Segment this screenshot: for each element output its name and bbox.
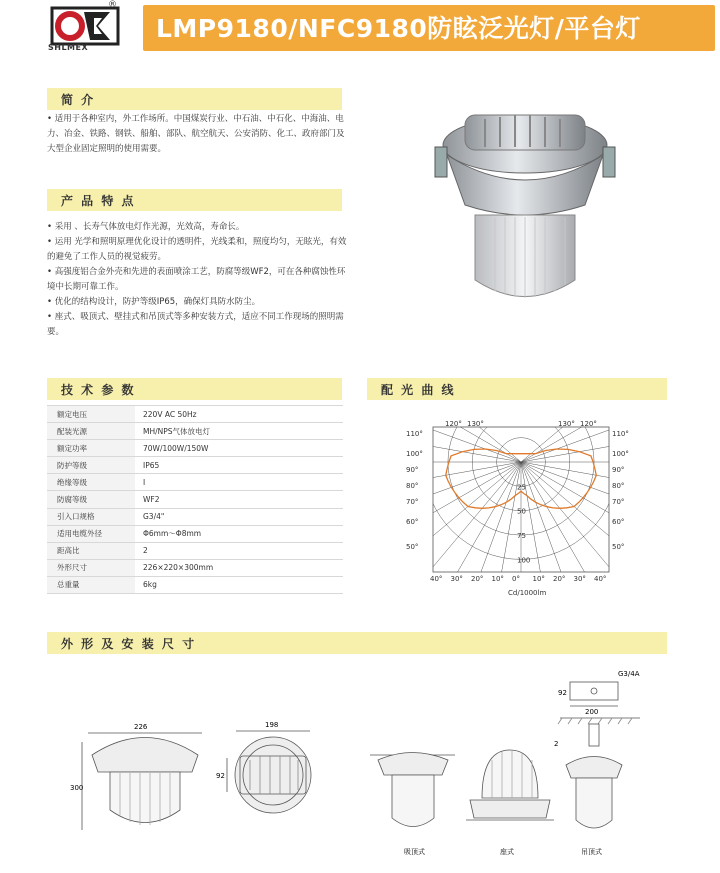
specs-heading: 技 术 参 数 — [61, 383, 136, 397]
dim-thread: G3/4A — [618, 670, 640, 678]
feature-item: • 高强度铝合金外壳和先进的表面喷涂工艺，防腐等级WF2，可在各种腐蚀性环境中长期可靠工作。 — [47, 267, 346, 292]
spec-value: G3/4" — [135, 508, 343, 525]
table-row — [47, 508, 343, 525]
intro-heading: 简 介 — [61, 93, 96, 107]
angle-label: 100° — [406, 450, 423, 458]
spec-value: 2 — [135, 542, 343, 559]
spec-label: 防护等级 — [47, 457, 135, 474]
table-row — [47, 440, 343, 457]
spec-label: 外形尺寸 — [47, 559, 135, 576]
angle-label: 50° — [406, 543, 419, 551]
spec-label: 距高比 — [47, 542, 135, 559]
angle-label: 30° — [573, 575, 586, 583]
table-row — [47, 423, 343, 440]
feature-item: • 采用 、长寿气体放电灯作光源，光效高，寿命长。 — [47, 222, 245, 232]
dim-height: 300 — [70, 784, 84, 792]
angle-label: 40° — [430, 575, 443, 583]
dim-mount-width: 200 — [585, 708, 599, 716]
angle-label: 90° — [612, 466, 625, 474]
dim-width: 226 — [134, 723, 148, 731]
angle-label: 0° — [512, 575, 520, 583]
angle-label: 50° — [612, 543, 625, 551]
spec-value: MH/NPS气体放电灯 — [135, 423, 343, 440]
spec-label: 引入口规格 — [47, 508, 135, 525]
logo-mark-icon — [50, 6, 120, 46]
table-row — [47, 525, 343, 542]
spec-value: 226×220×300mm — [135, 559, 343, 576]
registered-mark: ® — [108, 0, 117, 10]
install-heading: 外 形 及 安 装 尺 寸 — [61, 637, 197, 651]
angle-label: 40° — [594, 575, 607, 583]
unit-label: Cd/1000lm — [508, 589, 547, 597]
install-drawings — [70, 660, 660, 860]
ring-label: 50 — [517, 507, 526, 516]
angle-label: 130° — [467, 420, 484, 428]
table-row — [47, 576, 343, 593]
angle-label: 110° — [612, 430, 629, 438]
caption-pendant: 吊顶式 — [581, 848, 602, 856]
angle-label: 60° — [612, 518, 625, 526]
ring-label: 75 — [517, 532, 526, 541]
angle-label: 80° — [406, 482, 419, 490]
features-heading: 产 品 特 点 — [61, 194, 136, 208]
spec-label: 适用电缆外径 — [47, 525, 135, 542]
spec-label: 额定功率 — [47, 440, 135, 457]
feature-item: • 座式、吸顶式、壁挂式和吊顶式等多种安装方式，适应不同工作现场的照明需要。 — [47, 312, 344, 337]
angle-label: 110° — [406, 430, 423, 438]
dim-mount-height: 92 — [558, 689, 567, 697]
dim-callout: 2 — [554, 740, 559, 748]
angle-label: 10° — [491, 575, 504, 583]
curve-heading: 配 光 曲 线 — [381, 383, 456, 397]
angle-label: 70° — [406, 498, 419, 506]
caption-seat: 座式 — [500, 848, 514, 856]
table-row — [47, 457, 343, 474]
table-row — [47, 406, 343, 423]
angle-label: 100° — [612, 450, 629, 458]
angle-label: 80° — [612, 482, 625, 490]
spec-label: 额定电压 — [47, 406, 135, 423]
polar-spoke — [521, 462, 645, 577]
spec-value: IP65 — [135, 457, 343, 474]
polar-diagram — [400, 418, 645, 598]
features-list — [47, 220, 347, 340]
install-heading-bar — [47, 632, 667, 654]
feature-item: • 运用 光学和照明原理优化设计的透明件，光线柔和，照度均匀，无眩光，有效的避免了工作人员的视觉疲劳。 — [47, 237, 347, 262]
spec-value: 220V AC 50Hz — [135, 406, 343, 423]
specs-table — [47, 405, 343, 594]
spec-label: 防腐等级 — [47, 491, 135, 508]
ring-label: 100 — [517, 556, 531, 565]
page-title: LMP9180/NFC9180防眩泛光灯/平台灯 — [156, 14, 641, 43]
table-row — [47, 542, 343, 559]
intro-heading-bar — [47, 88, 342, 110]
table-row — [47, 474, 343, 491]
spec-label: 绝缘等级 — [47, 474, 135, 491]
angle-label: 60° — [406, 518, 419, 526]
angle-label: 120° — [445, 420, 462, 428]
spec-value: I — [135, 474, 343, 491]
spec-value: 70W/100W/150W — [135, 440, 343, 457]
spec-value: Φ6mm～Φ8mm — [135, 525, 343, 542]
spec-value: WF2 — [135, 491, 343, 508]
spec-label: 总重量 — [47, 576, 135, 593]
angle-label: 20° — [471, 575, 484, 583]
features-heading-bar — [47, 189, 342, 211]
specs-heading-bar — [47, 378, 342, 400]
intro-text: • 适用于各种室内，外工作场所。中国煤炭行业、中石油、中石化、中海油、电力、冶金、铁路、钢铁、船舶、部队、航空航天、公安消防、化工、政府部门及大型企业固定照明的使用需要。 — [47, 114, 345, 154]
angle-label: 70° — [612, 498, 625, 506]
angle-label: 20° — [553, 575, 566, 583]
product-photo — [425, 85, 625, 315]
logo-text: SHLMEX — [48, 43, 89, 52]
angle-label: 90° — [406, 466, 419, 474]
spec-value: 6kg — [135, 576, 343, 593]
curve-heading-bar — [367, 378, 667, 400]
table-row — [47, 491, 343, 508]
angle-label: 120° — [580, 420, 597, 428]
table-row — [47, 559, 343, 576]
angle-label: 30° — [450, 575, 463, 583]
spec-label: 配装光源 — [47, 423, 135, 440]
feature-item: • 优化的结构设计，防护等级IP65，确保灯具防水防尘。 — [47, 297, 261, 307]
dim-top: 198 — [265, 721, 279, 729]
dim-side: 92 — [216, 772, 225, 780]
ring-label: 25 — [517, 483, 526, 492]
caption-ceiling: 吸顶式 — [404, 848, 425, 856]
angle-label: 10° — [532, 575, 545, 583]
angle-label: 130° — [558, 420, 575, 428]
